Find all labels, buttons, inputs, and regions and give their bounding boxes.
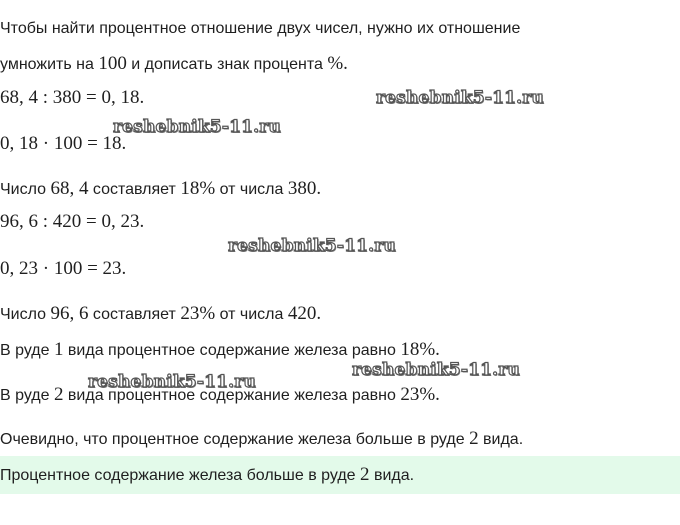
intro-text-1: Чтобы найти процентное отношение двух чисел, нужно их отношение bbox=[0, 20, 521, 37]
conclusion-number: 2 bbox=[469, 428, 479, 449]
sentence1-text-c: от числа bbox=[215, 181, 288, 198]
watermark: reshebnik5-11.ru bbox=[228, 236, 396, 256]
ore1-percent: 18%. bbox=[400, 339, 440, 360]
conclusion-sentence bbox=[0, 428, 523, 451]
answer-text-a: Процентное содержание железа больше в руде bbox=[0, 467, 361, 484]
sentence2-total: 420. bbox=[287, 303, 322, 324]
watermark: reshebnik5-11.ru bbox=[88, 372, 256, 392]
sentence2-number: 96, 6 bbox=[50, 303, 89, 324]
conclusion-text-b: вида. bbox=[478, 431, 524, 448]
intro-text-2b: и дописать знак процента bbox=[126, 56, 328, 73]
division-equation-1: 68, 4 : 380 = 0, 18. bbox=[0, 87, 145, 108]
ore2-text-a: В руде bbox=[0, 387, 54, 404]
intro-line-1 bbox=[0, 18, 520, 40]
sentence1-text-b: составляет bbox=[88, 181, 181, 198]
watermark: reshebnik5-11.ru bbox=[376, 88, 544, 108]
answer-box bbox=[0, 456, 680, 494]
intro-line-2 bbox=[0, 53, 348, 76]
ore-1-sentence bbox=[0, 339, 440, 362]
division-equation-2: 96, 6 : 420 = 0, 23. bbox=[0, 211, 145, 232]
result-sentence-2 bbox=[0, 303, 321, 326]
ore2-text-b: вида процентное содержание железа равно bbox=[63, 387, 401, 404]
ore1-text-a: В руде bbox=[0, 342, 54, 359]
number-100: 100 bbox=[98, 53, 127, 74]
sentence2-text-b: составляет bbox=[88, 306, 181, 323]
sentence2-text-a: Число bbox=[0, 306, 51, 323]
ore2-number: 2 bbox=[53, 384, 64, 405]
intro-text-2a: умножить на bbox=[0, 56, 99, 73]
sentence1-percent: 18% bbox=[180, 178, 216, 199]
watermark: reshebnik5-11.ru bbox=[113, 117, 281, 137]
sentence1-text-a: Число bbox=[0, 181, 51, 198]
answer-text bbox=[0, 464, 414, 487]
sentence2-text-c: от числа bbox=[215, 306, 288, 323]
ore1-text-b: вида процентное содержание железа равно bbox=[63, 342, 401, 359]
answer-number: 2 bbox=[360, 464, 370, 485]
watermark: reshebnik5-11.ru bbox=[352, 360, 520, 380]
conclusion-text-a: Очевидно, что процентное содержание железа больше в руде bbox=[0, 431, 470, 448]
sentence1-total: 380. bbox=[287, 178, 322, 199]
multiplication-equation-1: 0, 18 · 100 = 18. bbox=[0, 133, 127, 154]
percent-symbol: %. bbox=[327, 53, 348, 74]
ore2-percent: 23%. bbox=[400, 384, 440, 405]
result-sentence-1 bbox=[0, 178, 321, 201]
ore1-number: 1 bbox=[53, 339, 64, 360]
answer-text-b: вида. bbox=[369, 467, 415, 484]
sentence1-number: 68, 4 bbox=[50, 178, 89, 199]
sentence2-percent: 23% bbox=[180, 303, 216, 324]
multiplication-equation-2: 0, 23 · 100 = 23. bbox=[0, 258, 127, 279]
